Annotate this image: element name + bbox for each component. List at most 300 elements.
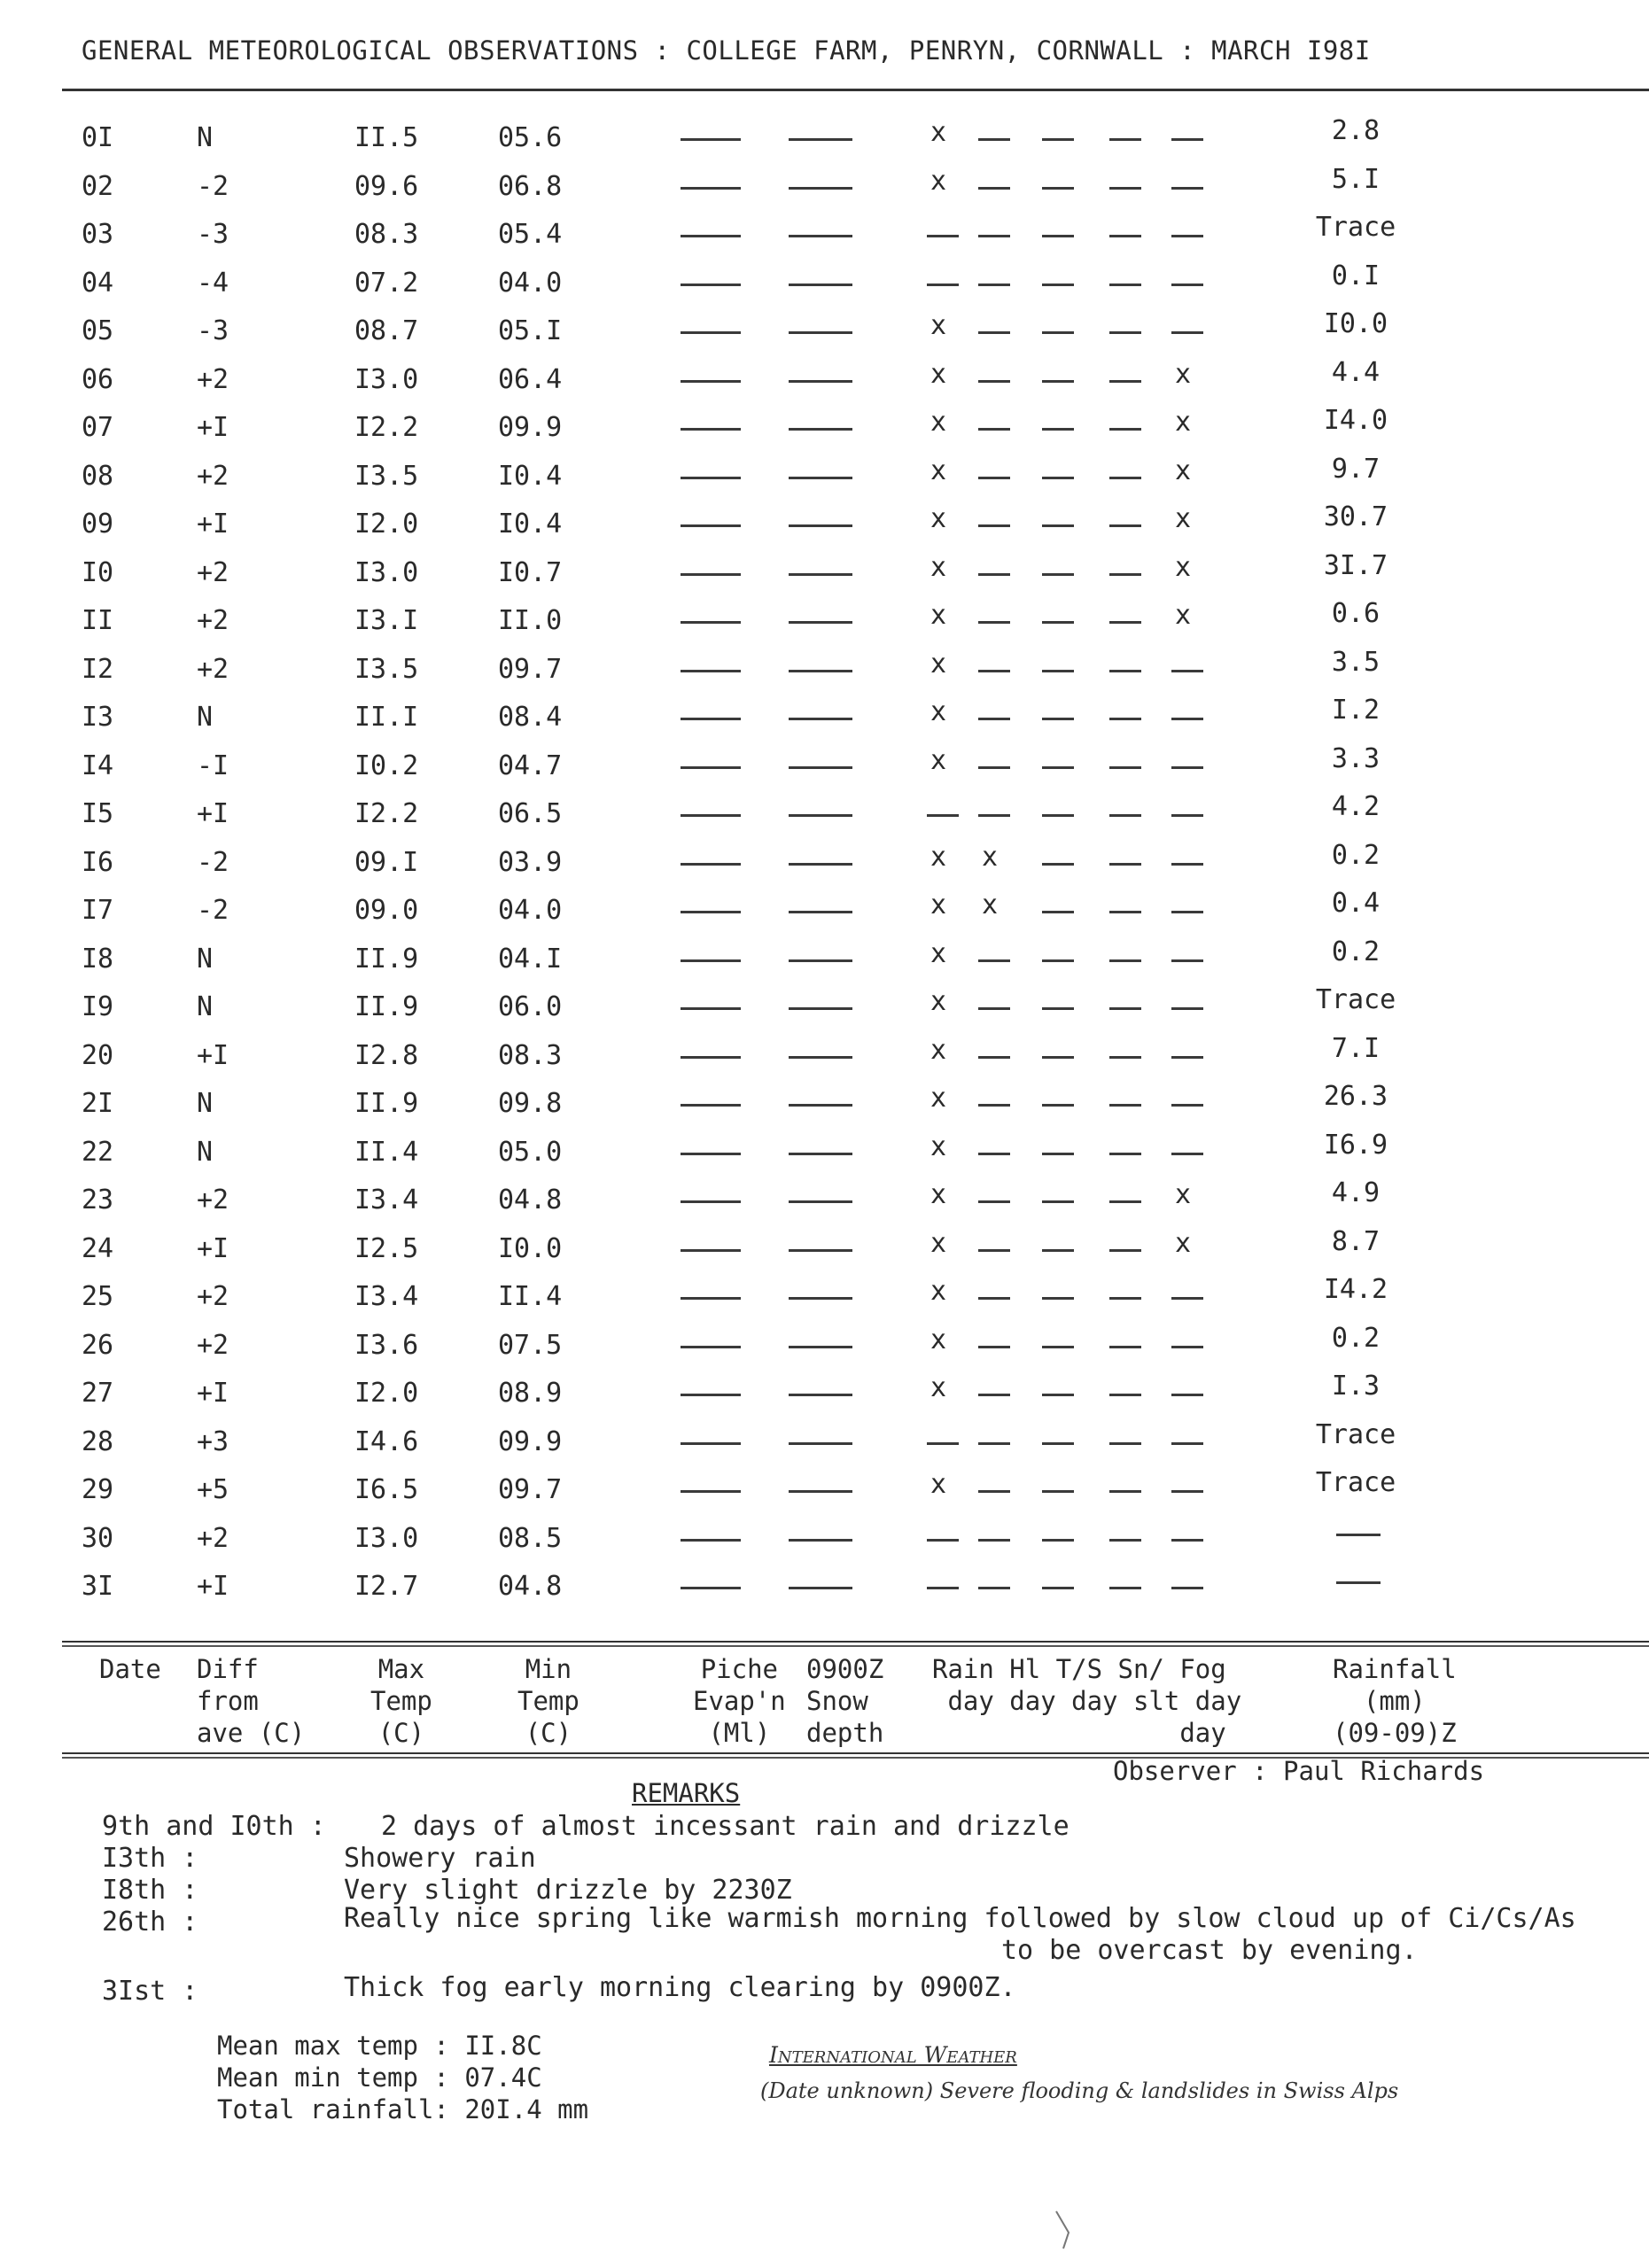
cell-hail-day-dash bbox=[978, 670, 1010, 672]
cell-hail-day-dash bbox=[978, 766, 1010, 769]
cell-snow-day-dash bbox=[1109, 1200, 1141, 1203]
cell-min-temp: 04.7 bbox=[498, 750, 563, 781]
table-row bbox=[0, 1081, 1649, 1123]
cell-diff: +2 bbox=[197, 653, 229, 685]
snow-depth-dash bbox=[789, 766, 852, 769]
cell-rainfall: I.2 bbox=[1331, 695, 1381, 726]
cell-snow-day-dash bbox=[1109, 235, 1141, 237]
stray-pen-mark bbox=[1053, 2208, 1088, 2261]
table-row bbox=[0, 1571, 1649, 1606]
remark-label: I3th : bbox=[102, 1843, 198, 1874]
cell-min-temp: 04.8 bbox=[498, 1184, 563, 1216]
cell-max-temp: I2.2 bbox=[354, 798, 419, 829]
cell-diff: +2 bbox=[197, 363, 229, 395]
cell-min-temp: I0.4 bbox=[498, 460, 563, 492]
cell-max-temp: I4.6 bbox=[354, 1425, 419, 1457]
cell-max-temp: II.9 bbox=[354, 1088, 419, 1119]
cell-max-temp: 08.7 bbox=[354, 315, 419, 346]
snow-depth-dash bbox=[789, 718, 852, 720]
cell-hail-day-dash bbox=[978, 380, 1010, 383]
cell-date: I2 bbox=[82, 653, 114, 685]
piche-dash bbox=[681, 187, 741, 190]
cell-rain-day: x bbox=[930, 648, 947, 680]
cell-fog-day-dash bbox=[1171, 670, 1203, 672]
table-bottom-rule bbox=[62, 1641, 1649, 1643]
cell-rainfall: 8.7 bbox=[1331, 1225, 1381, 1257]
cell-rain-day: x bbox=[930, 1179, 947, 1210]
remark-text: Very slight drizzle by 2230Z bbox=[344, 1875, 792, 1906]
cell-hail-day-dash bbox=[978, 1587, 1010, 1589]
cell-min-temp: 05.0 bbox=[498, 1136, 563, 1168]
cell-diff: +2 bbox=[197, 1522, 229, 1554]
snow-depth-dash bbox=[789, 573, 852, 576]
remark-text: Really nice spring like warmish morning followed by slow cloud up of Ci/Cs/As bbox=[344, 1903, 1576, 1934]
cell-rainfall: 0.I bbox=[1331, 260, 1381, 291]
cell-rainfall: 2.8 bbox=[1331, 115, 1381, 146]
cell-fog-day: x bbox=[1175, 600, 1192, 631]
cell-max-temp: I2.7 bbox=[354, 1571, 419, 1602]
piche-dash bbox=[681, 1297, 741, 1300]
cell-snow-day-dash bbox=[1109, 814, 1141, 817]
cell-date: 03 bbox=[82, 219, 114, 250]
cell-fog-day-dash bbox=[1171, 138, 1203, 141]
cell-diff: -4 bbox=[197, 267, 229, 299]
cell-rainfall: 0.4 bbox=[1331, 888, 1381, 919]
cell-date: 3I bbox=[82, 1571, 114, 1602]
cell-hail-day-dash bbox=[978, 235, 1010, 237]
cell-fog-day: x bbox=[1175, 454, 1192, 486]
cell-date: I3 bbox=[82, 702, 114, 733]
cell-max-temp: II.4 bbox=[354, 1136, 419, 1168]
cell-date: 04 bbox=[82, 267, 114, 299]
cell-date: 2I bbox=[82, 1088, 114, 1119]
cell-min-temp: 04.0 bbox=[498, 267, 563, 299]
cell-date: I6 bbox=[82, 846, 114, 878]
cell-max-temp: 09.0 bbox=[354, 895, 419, 926]
cell-date: 24 bbox=[82, 1232, 114, 1264]
cell-hail-day-dash bbox=[978, 1153, 1010, 1155]
cell-snow-day-dash bbox=[1109, 1490, 1141, 1493]
cell-diff: +2 bbox=[197, 1329, 229, 1361]
cell-date: 23 bbox=[82, 1184, 114, 1216]
cell-rainfall: Trace bbox=[1315, 1467, 1396, 1498]
cell-snow-day-dash bbox=[1109, 524, 1141, 527]
cell-snow-day-dash bbox=[1109, 911, 1141, 913]
handwritten-title: International Weather bbox=[769, 2042, 1017, 2068]
remark-label: I8th : bbox=[102, 1875, 198, 1906]
snow-depth-dash bbox=[789, 1490, 852, 1493]
cell-rainfall: 30.7 bbox=[1323, 501, 1388, 532]
cell-snow-day-dash bbox=[1109, 1153, 1141, 1155]
cell-max-temp: I2.0 bbox=[354, 1378, 419, 1409]
cell-min-temp: II.0 bbox=[498, 605, 563, 636]
cell-fog-day-dash bbox=[1171, 1394, 1203, 1396]
cell-date: 08 bbox=[82, 460, 114, 492]
cell-min-temp: II.4 bbox=[498, 1281, 563, 1312]
cell-diff: +2 bbox=[197, 605, 229, 636]
cell-max-temp: I0.2 bbox=[354, 750, 419, 781]
cell-min-temp: 05.4 bbox=[498, 219, 563, 250]
handwritten-text: (Date unknown) Severe flooding & landslides in Swiss Alps bbox=[760, 2078, 1399, 2103]
table-row bbox=[0, 549, 1649, 593]
cell-min-temp: 09.9 bbox=[498, 1425, 563, 1457]
cell-diff: N bbox=[197, 702, 214, 733]
cell-thunder-day-dash bbox=[1042, 621, 1074, 624]
cell-rain-day: x bbox=[930, 1469, 947, 1500]
piche-dash bbox=[681, 138, 741, 141]
cell-snow-day-dash bbox=[1109, 1394, 1141, 1396]
cell-snow-day-dash bbox=[1109, 187, 1141, 190]
snow-depth-dash bbox=[789, 1104, 852, 1107]
cell-max-temp: I2.2 bbox=[354, 412, 419, 443]
cell-thunder-day-dash bbox=[1042, 428, 1074, 431]
cell-rainfall: 5.I bbox=[1331, 163, 1381, 195]
mean-max-temp: Mean max temp : II.8C bbox=[217, 2031, 542, 2061]
table-row bbox=[0, 598, 1649, 641]
cell-max-temp: II.I bbox=[354, 702, 419, 733]
cell-diff: N bbox=[197, 122, 214, 153]
cell-rainfall: Trace bbox=[1315, 984, 1396, 1015]
cell-rainfall: 3.5 bbox=[1331, 646, 1381, 678]
table-row bbox=[0, 453, 1649, 496]
cell-hail-day: x bbox=[982, 841, 999, 873]
cell-diff: -2 bbox=[197, 846, 229, 878]
cell-diff: +2 bbox=[197, 1281, 229, 1312]
table-row bbox=[0, 308, 1649, 351]
cell-snow-day-dash bbox=[1109, 621, 1141, 624]
cell-rainfall: 4.4 bbox=[1331, 356, 1381, 388]
cell-max-temp: I3.4 bbox=[354, 1184, 419, 1216]
cell-rain-day-dash bbox=[927, 1539, 959, 1542]
header-piche-evap: Piche Evap'n (Ml) bbox=[693, 1654, 786, 1748]
cell-hail-day-dash bbox=[978, 621, 1010, 624]
cell-rainfall: 0.2 bbox=[1331, 1322, 1381, 1354]
snow-depth-dash bbox=[789, 235, 852, 237]
snow-depth-dash bbox=[789, 1200, 852, 1203]
cell-max-temp: I6.5 bbox=[354, 1474, 419, 1505]
cell-fog-day: x bbox=[1175, 1227, 1192, 1259]
cell-rainfall: 4.2 bbox=[1331, 791, 1381, 822]
cell-hail-day-dash bbox=[978, 1346, 1010, 1348]
cell-min-temp: I0.0 bbox=[498, 1232, 563, 1264]
cell-rain-day: x bbox=[930, 600, 947, 631]
header-date: Date bbox=[99, 1654, 161, 1684]
cell-diff: -3 bbox=[197, 219, 229, 250]
cell-thunder-day-dash bbox=[1042, 1007, 1074, 1010]
cell-thunder-day-dash bbox=[1042, 670, 1074, 672]
cell-hail-day-dash bbox=[978, 138, 1010, 141]
snow-depth-dash bbox=[789, 284, 852, 286]
piche-dash bbox=[681, 718, 741, 720]
cell-rainfall: 3I.7 bbox=[1323, 549, 1388, 581]
cell-fog-day: x bbox=[1175, 358, 1192, 390]
header-max-temp: Max Temp (C) bbox=[370, 1654, 432, 1748]
header-diff: Diff from ave (C) bbox=[197, 1654, 306, 1748]
cell-fog-day-dash bbox=[1171, 911, 1203, 913]
cell-fog-day-dash bbox=[1171, 718, 1203, 720]
cell-hail-day-dash bbox=[978, 1394, 1010, 1396]
cell-min-temp: 09.9 bbox=[498, 412, 563, 443]
snow-depth-dash bbox=[789, 959, 852, 962]
cell-rainfall: 9.7 bbox=[1331, 453, 1381, 485]
cell-date: I4 bbox=[82, 750, 114, 781]
piche-dash bbox=[681, 1056, 741, 1059]
cell-date: I5 bbox=[82, 798, 114, 829]
cell-fog-day-dash bbox=[1171, 235, 1203, 237]
cell-thunder-day-dash bbox=[1042, 524, 1074, 527]
piche-dash bbox=[681, 428, 741, 431]
table-row bbox=[0, 646, 1649, 689]
cell-min-temp: 04.0 bbox=[498, 895, 563, 926]
piche-dash bbox=[681, 1539, 741, 1542]
cell-max-temp: II.9 bbox=[354, 991, 419, 1022]
piche-dash bbox=[681, 1394, 741, 1396]
cell-diff: +I bbox=[197, 798, 229, 829]
cell-date: 0I bbox=[82, 122, 114, 153]
cell-date: I8 bbox=[82, 943, 114, 975]
cell-max-temp: I2.0 bbox=[354, 509, 419, 540]
snow-depth-dash bbox=[789, 1249, 852, 1252]
cell-rain-day: x bbox=[930, 1372, 947, 1403]
cell-max-temp: I2.5 bbox=[354, 1232, 419, 1264]
cell-max-temp: I3.0 bbox=[354, 556, 419, 588]
table-row bbox=[0, 1523, 1649, 1558]
cell-thunder-day-dash bbox=[1042, 863, 1074, 866]
cell-hail-day-dash bbox=[978, 477, 1010, 479]
piche-dash bbox=[681, 766, 741, 769]
cell-max-temp: I2.8 bbox=[354, 1039, 419, 1071]
cell-date: 26 bbox=[82, 1329, 114, 1361]
cell-thunder-day-dash bbox=[1042, 573, 1074, 576]
cell-max-temp: I3.0 bbox=[354, 1522, 419, 1554]
cell-thunder-day-dash bbox=[1042, 1394, 1074, 1396]
cell-max-temp: I3.6 bbox=[354, 1329, 419, 1361]
cell-rain-day-dash bbox=[927, 814, 959, 817]
piche-dash bbox=[681, 331, 741, 334]
total-rainfall: Total rainfall: 20I.4 mm bbox=[217, 2094, 589, 2124]
table-row bbox=[0, 1467, 1649, 1510]
cell-hail-day-dash bbox=[978, 1539, 1010, 1542]
table-row bbox=[0, 839, 1649, 882]
sheet-title: GENERAL METEOROLOGICAL OBSERVATIONS : COLLEGE FARM, PENRYN, CORNWALL : MARCH I98I bbox=[82, 35, 1371, 66]
cell-fog-day-dash bbox=[1171, 1346, 1203, 1348]
remark-text: 2 days of almost incessant rain and drizzle bbox=[381, 1811, 1070, 1842]
cell-thunder-day-dash bbox=[1042, 1200, 1074, 1203]
cell-snow-day-dash bbox=[1109, 1442, 1141, 1445]
cell-max-temp: I3.I bbox=[354, 605, 419, 636]
cell-fog-day-dash bbox=[1171, 863, 1203, 866]
cell-min-temp: 05.I bbox=[498, 315, 563, 346]
cell-fog-day-dash bbox=[1171, 766, 1203, 769]
snow-depth-dash bbox=[789, 670, 852, 672]
cell-thunder-day-dash bbox=[1042, 911, 1074, 913]
cell-hail-day-dash bbox=[978, 284, 1010, 286]
cell-max-temp: I3.4 bbox=[354, 1281, 419, 1312]
cell-date: 30 bbox=[82, 1522, 114, 1554]
piche-dash bbox=[681, 1249, 741, 1252]
cell-snow-day-dash bbox=[1109, 1539, 1141, 1542]
snow-depth-dash bbox=[789, 1297, 852, 1300]
cell-rain-day: x bbox=[930, 1130, 947, 1162]
cell-diff: +3 bbox=[197, 1425, 229, 1457]
cell-rain-day: x bbox=[930, 310, 947, 341]
cell-rain-day: x bbox=[930, 165, 947, 197]
table-row bbox=[0, 1225, 1649, 1269]
table-row bbox=[0, 1129, 1649, 1172]
table-row bbox=[0, 356, 1649, 400]
table-row bbox=[0, 1418, 1649, 1462]
cell-fog-day: x bbox=[1175, 503, 1192, 534]
table-row bbox=[0, 1322, 1649, 1365]
cell-thunder-day-dash bbox=[1042, 138, 1074, 141]
cell-fog-day-dash bbox=[1171, 1104, 1203, 1107]
cell-min-temp: 08.3 bbox=[498, 1039, 563, 1071]
table-row bbox=[0, 936, 1649, 979]
cell-thunder-day-dash bbox=[1042, 959, 1074, 962]
cell-fog-day-dash bbox=[1171, 1297, 1203, 1300]
cell-rain-day-dash bbox=[927, 284, 959, 286]
cell-snow-day-dash bbox=[1109, 718, 1141, 720]
cell-max-temp: II.5 bbox=[354, 122, 419, 153]
piche-dash bbox=[681, 380, 741, 383]
piche-dash bbox=[681, 524, 741, 527]
cell-thunder-day-dash bbox=[1042, 718, 1074, 720]
cell-hail-day-dash bbox=[978, 1249, 1010, 1252]
cell-hail-day: x bbox=[982, 889, 999, 920]
cell-snow-day-dash bbox=[1109, 331, 1141, 334]
cell-thunder-day-dash bbox=[1042, 1442, 1074, 1445]
header-bottom-rule bbox=[62, 1752, 1649, 1754]
cell-diff: +I bbox=[197, 1378, 229, 1409]
snow-depth-dash bbox=[789, 814, 852, 817]
piche-dash bbox=[681, 477, 741, 479]
cell-diff: +I bbox=[197, 1571, 229, 1602]
cell-rain-day: x bbox=[930, 744, 947, 776]
cell-rain-day-dash bbox=[927, 235, 959, 237]
cell-snow-day-dash bbox=[1109, 1587, 1141, 1589]
remark-label: 26th : bbox=[102, 1907, 198, 1938]
cell-diff: +I bbox=[197, 509, 229, 540]
cell-thunder-day-dash bbox=[1042, 1056, 1074, 1059]
piche-dash bbox=[681, 1587, 741, 1589]
cell-thunder-day-dash bbox=[1042, 331, 1074, 334]
cell-thunder-day-dash bbox=[1042, 1297, 1074, 1300]
cell-snow-day-dash bbox=[1109, 138, 1141, 141]
cell-rain-day: x bbox=[930, 937, 947, 969]
cell-date: 29 bbox=[82, 1474, 114, 1505]
cell-thunder-day-dash bbox=[1042, 1587, 1074, 1589]
snow-depth-dash bbox=[789, 138, 852, 141]
piche-dash bbox=[681, 814, 741, 817]
table-row bbox=[0, 1032, 1649, 1076]
header-snow-depth: 0900Z Snow depth bbox=[806, 1654, 884, 1748]
piche-dash bbox=[681, 959, 741, 962]
cell-hail-day-dash bbox=[978, 1442, 1010, 1445]
cell-diff: -I bbox=[197, 750, 229, 781]
cell-hail-day-dash bbox=[978, 1104, 1010, 1107]
cell-diff: -3 bbox=[197, 315, 229, 346]
cell-snow-day-dash bbox=[1109, 284, 1141, 286]
piche-dash bbox=[681, 621, 741, 624]
cell-hail-day-dash bbox=[978, 331, 1010, 334]
cell-rainfall-dash bbox=[1336, 1581, 1381, 1584]
table-row bbox=[0, 888, 1649, 930]
cell-snow-day-dash bbox=[1109, 1104, 1141, 1107]
cell-diff: -2 bbox=[197, 895, 229, 926]
cell-hail-day-dash bbox=[978, 1490, 1010, 1493]
cell-date: II bbox=[82, 605, 114, 636]
piche-dash bbox=[681, 1153, 741, 1155]
cell-thunder-day-dash bbox=[1042, 1249, 1074, 1252]
cell-thunder-day-dash bbox=[1042, 235, 1074, 237]
cell-fog-day-dash bbox=[1171, 1587, 1203, 1589]
cell-snow-day-dash bbox=[1109, 573, 1141, 576]
cell-snow-day-dash bbox=[1109, 1346, 1141, 1348]
cell-hail-day-dash bbox=[978, 718, 1010, 720]
table-row bbox=[0, 742, 1649, 786]
table-row bbox=[0, 791, 1649, 834]
cell-snow-day-dash bbox=[1109, 428, 1141, 431]
cell-min-temp: 04.8 bbox=[498, 1571, 563, 1602]
cell-thunder-day-dash bbox=[1042, 1153, 1074, 1155]
cell-date: 22 bbox=[82, 1136, 114, 1168]
cell-diff: +I bbox=[197, 1039, 229, 1071]
snow-depth-dash bbox=[789, 1442, 852, 1445]
cell-snow-day-dash bbox=[1109, 766, 1141, 769]
cell-date: 09 bbox=[82, 509, 114, 540]
cell-thunder-day-dash bbox=[1042, 1104, 1074, 1107]
cell-fog-day-dash bbox=[1171, 187, 1203, 190]
cell-diff: N bbox=[197, 991, 214, 1022]
cell-min-temp: 09.8 bbox=[498, 1088, 563, 1119]
cell-min-temp: 08.5 bbox=[498, 1522, 563, 1554]
cell-hail-day-dash bbox=[978, 1056, 1010, 1059]
cell-min-temp: 06.4 bbox=[498, 363, 563, 395]
table-row bbox=[0, 212, 1649, 254]
cell-min-temp: 03.9 bbox=[498, 846, 563, 878]
cell-max-temp: I3.5 bbox=[354, 460, 419, 492]
cell-min-temp: I0.7 bbox=[498, 556, 563, 588]
snow-depth-dash bbox=[789, 1007, 852, 1010]
snow-depth-dash bbox=[789, 1153, 852, 1155]
table-row bbox=[0, 1371, 1649, 1413]
cell-date: 25 bbox=[82, 1281, 114, 1312]
cell-rainfall: 0.2 bbox=[1331, 936, 1381, 967]
table-row bbox=[0, 405, 1649, 447]
cell-min-temp: I0.4 bbox=[498, 509, 563, 540]
cell-thunder-day-dash bbox=[1042, 380, 1074, 383]
snow-depth-dash bbox=[789, 1587, 852, 1589]
table-row bbox=[0, 115, 1649, 158]
cell-min-temp: 08.4 bbox=[498, 702, 563, 733]
cell-fog-day-dash bbox=[1171, 1056, 1203, 1059]
cell-rain-day: x bbox=[930, 117, 947, 148]
cell-rain-day: x bbox=[930, 454, 947, 486]
cell-date: I9 bbox=[82, 991, 114, 1022]
cell-snow-day-dash bbox=[1109, 1297, 1141, 1300]
piche-dash bbox=[681, 1490, 741, 1493]
cell-rain-day: x bbox=[930, 358, 947, 390]
cell-rain-day-dash bbox=[927, 1442, 959, 1445]
snow-depth-dash bbox=[789, 1056, 852, 1059]
cell-rain-day: x bbox=[930, 407, 947, 438]
cell-fog-day-dash bbox=[1171, 284, 1203, 286]
snow-depth-dash bbox=[789, 380, 852, 383]
cell-date: 05 bbox=[82, 315, 114, 346]
piche-dash bbox=[681, 284, 741, 286]
snow-depth-dash bbox=[789, 621, 852, 624]
cell-date: 02 bbox=[82, 170, 114, 202]
